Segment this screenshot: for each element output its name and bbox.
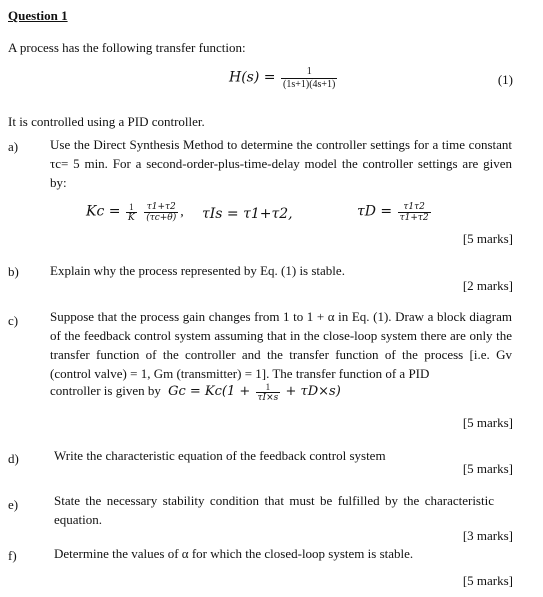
part-d-text: Write the characteristic equation of the feedback control system	[54, 448, 386, 463]
gc-tail: + τD×s)	[285, 384, 341, 399]
kc-lhs: Kc =	[86, 203, 121, 220]
equation-number: (1)	[497, 72, 513, 87]
part-f-text: Determine the values of α for which the closed-loop system is stable.	[54, 546, 414, 561]
td-lhs: τD =	[357, 203, 393, 220]
kc-f2-num: τ1+τ2	[146, 202, 176, 212]
part-b-text: Explain why the process represented by Eq. (1) is stable.	[50, 263, 345, 278]
td-den: τ1+τ2	[399, 213, 429, 223]
part-c-last-line	[50, 381, 341, 403]
gc-num: 1	[265, 381, 271, 392]
part-c-marks: [5 marks]	[462, 415, 513, 430]
kc-formula	[86, 202, 184, 223]
part-b-label: b)	[8, 264, 19, 279]
td-num: τ1τ2	[403, 202, 425, 212]
part-c-prefix: controller is given by	[50, 383, 161, 398]
part-e-text: State the necessary stability condition that must be fulfilled by the characteristic equation.	[54, 493, 494, 527]
part-d-marks: [5 marks]	[462, 461, 513, 476]
gc-fraction	[256, 382, 281, 403]
kc-fraction-2	[144, 202, 178, 223]
controlled-text: It is controlled using a PID controller.	[8, 114, 205, 129]
part-a-label: a)	[8, 139, 19, 154]
kc-f1-num: 1	[129, 202, 134, 212]
kc-tail: ,	[180, 204, 184, 220]
part-e-label: e)	[8, 497, 19, 512]
part-e-marks: [3 marks]	[462, 528, 513, 543]
question-title: Question 1	[8, 8, 68, 23]
part-f-marks: [5 marks]	[462, 573, 513, 588]
tf-numerator: 1	[306, 66, 312, 77]
tf-lhs: H(s) =	[229, 69, 276, 86]
part-b-marks: [2 marks]	[462, 278, 513, 293]
kc-fraction-1	[126, 202, 137, 223]
part-c-text: Suppose that the process gain changes from 1 to 1 + α in Eq. (1). Draw a block diagram of the feedback control system assuming that in the close-loop system there are only the transfer function of the controller and the transfer function of the process [i.e. Gv (control valve) = 1, Gm (transmitter) = 1]. The transfer function of a PID	[50, 309, 512, 381]
part-a-text: Use the Direct Synthesis Method to determine the controller settings for a time constant τc= 5 min. For a second-order-plus-time-delay model the controller settings are given by:	[50, 137, 512, 190]
intro-text: A process has the following transfer function:	[8, 40, 246, 55]
part-c-label: c)	[8, 313, 19, 328]
gc-den: τI×s	[257, 392, 279, 403]
part-d-label: d)	[8, 451, 19, 466]
part-a-marks: [5 marks]	[462, 231, 513, 246]
part-f-label: f)	[8, 548, 17, 563]
td-formula	[357, 202, 433, 223]
kc-f2-den: (τc+θ)	[146, 213, 177, 223]
transfer-function	[229, 66, 339, 91]
ti-formula: τIs = τ1+τ2,	[202, 206, 293, 222]
kc-f1-den: K	[127, 213, 135, 223]
td-fraction	[398, 202, 431, 223]
tf-fraction	[281, 66, 337, 91]
tf-denominator: (1s+1)(4s+1)	[283, 79, 336, 90]
gc-lhs: Gc = Kc(1 +	[168, 384, 251, 399]
